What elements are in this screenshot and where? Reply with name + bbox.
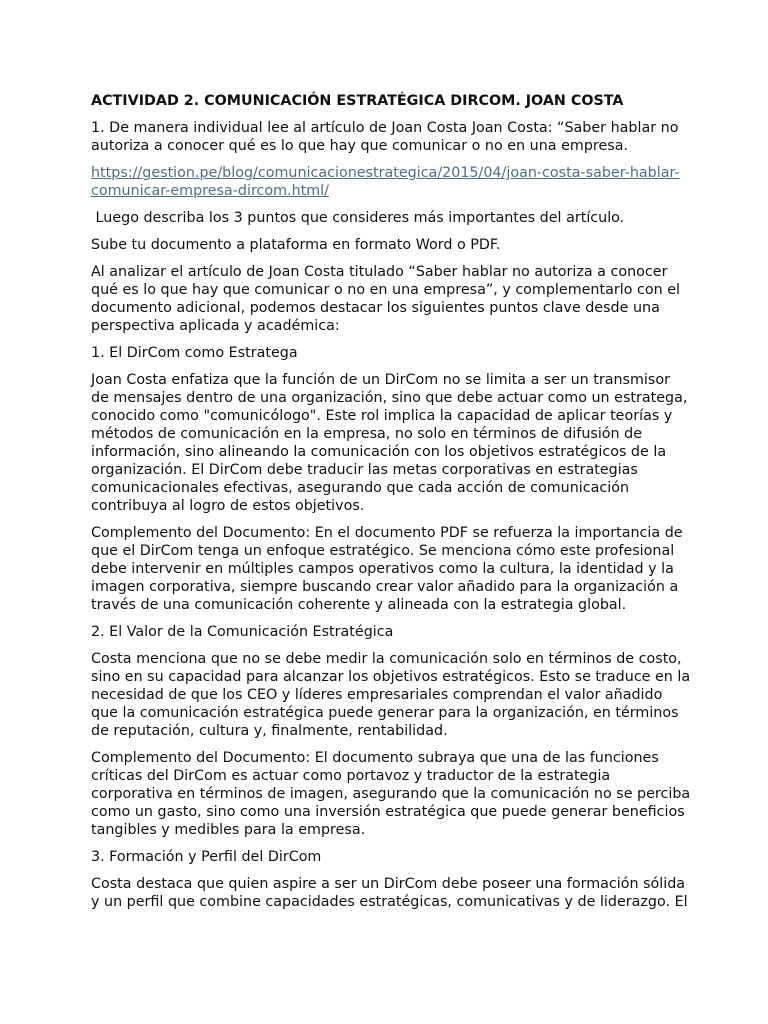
instruction-read-article: 1. De manera individual lee al artículo de Joan Costa Joan Costa: “Saber hablar no autoriza a conocer qué es lo que hay que comunicar o no en una empresa. [91, 120, 679, 154]
article-link-paragraph [91, 164, 691, 200]
section-3-heading: 3. Formación y Perfil del DirCom [91, 849, 322, 865]
instruction-upload: Sube tu documento a plataforma en formato Word o PDF. [91, 237, 501, 253]
document-title: ACTIVIDAD 2. COMUNICACIÓN ESTRATÉGICA DIRCOM. JOAN COSTA [91, 93, 624, 109]
intro-paragraph: Al analizar el artículo de Joan Costa titulado “Saber hablar no autoriza a conocer qué es lo que hay que comunicar o no en una empresa”, y complementarlo con el documento adicional, podemos destacar los siguientes puntos clave desde una perspectiva aplicada y académica: [91, 264, 680, 334]
section-2-body: Costa menciona que no se debe medir la comunicación solo en términos de costo, sino en su capacidad para alcanzar los objetivos estratégicos. Esto se traduce en la necesidad de que los CEO y líderes empresariales comprendan el valor añadido que la comunicación estratégica puede generar para la organización, en términos de reputación, cultura y, finalmente, rentabilidad. [91, 651, 691, 739]
section-1-complement: Complemento del Documento: En el documento PDF se refuerza la importancia de que el DirCom tenga un enfoque estratégico. Se menciona cómo este profesional debe intervenir en múltiples campos operativos como la cultura, la identidad y la imagen corporativa, siempre buscando crear valor añadido para la organización a través de una comunicación coherente y alineada con la estrategia global. [91, 525, 683, 613]
article-link[interactable]: https://gestion.pe/blog/comunicacionestrategica/2015/04/joan-costa-saber-hablar-comunicar-empresa-dircom.html/ [91, 165, 680, 199]
section-2-heading: 2. El Valor de la Comunicación Estratégica [91, 624, 394, 640]
document-page [91, 92, 691, 920]
section-1-heading: 1. El DirCom como Estratega [91, 345, 298, 361]
section-3-body: Costa destaca que quien aspire a ser un DirCom debe poseer una formación sólida y un perfil que combine capacidades estratégicas, comunicativas y de liderazgo. El [91, 876, 688, 910]
section-1-body: Joan Costa enfatiza que la función de un DirCom no se limita a ser un transmisor de mensajes dentro de una organización, sino que debe actuar como un estratega, conocido como "comunicólogo". Este rol implica la capacidad de aplicar teorías y métodos de comunicación en la empresa, no solo en términos de difusión de información, sino alineando la comunicación con los objetivos estratégicos de la organización. El DirCom debe traducir las metas corporativas en estrategias comunicacionales efectivas, asegurando que cada acción de comunicación contribuya al logro de estos objetivos. [91, 372, 688, 514]
section-2-complement: Complemento del Documento: El documento subraya que una de las funciones críticas del DirCom es actuar como portavoz y traductor de la estrategia corporativa en términos de imagen, asegurando que la comunicación no se perciba como un gasto, sino como una inversión estratégica que puede generar beneficios tangibles y medibles para la empresa. [91, 750, 691, 838]
instruction-describe-points: Luego describa los 3 puntos que consideres más importantes del artículo. [91, 210, 625, 226]
